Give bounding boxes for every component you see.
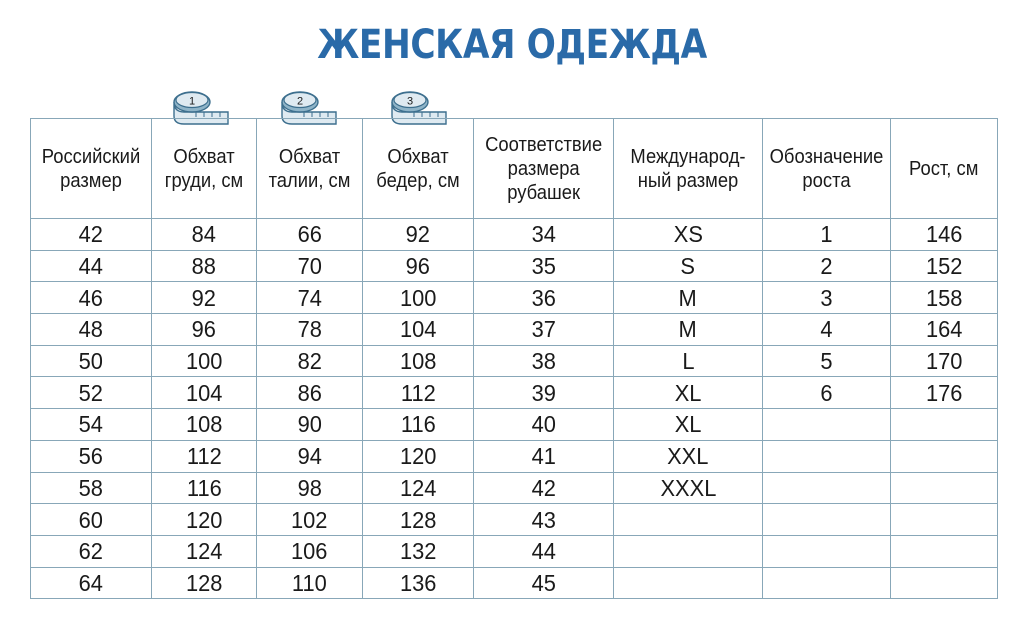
cell-value: 66: [297, 221, 322, 248]
table-cell: [31, 504, 152, 536]
table-cell: [763, 282, 891, 314]
page-title: ЖЕНСКАЯ ОДЕЖДА: [317, 22, 707, 68]
table-cell: [152, 409, 257, 441]
table-cell: [257, 409, 363, 441]
table-cell: [363, 504, 474, 536]
table-cell: [363, 250, 474, 282]
size-table: [30, 118, 998, 599]
table-cell: [363, 314, 474, 346]
table-cell: [614, 377, 763, 409]
cell-value: 5: [820, 348, 833, 375]
cell-value: 120: [185, 506, 223, 533]
cell-value: 58: [78, 474, 104, 501]
cell-value: 100: [185, 348, 223, 375]
cell-value: 158: [925, 284, 963, 311]
table-cell: [152, 535, 257, 567]
cell-value: 56: [78, 443, 104, 470]
cell-value: 94: [297, 443, 322, 470]
table-cell: [763, 535, 891, 567]
cell-value: 106: [291, 538, 328, 565]
table-cell: [763, 314, 891, 346]
table-cell: [363, 409, 474, 441]
table-cell: [763, 219, 891, 251]
table-cell: [891, 472, 998, 504]
cell-value: 152: [925, 253, 963, 280]
cell-value: 45: [531, 569, 556, 596]
cell-value: 64: [78, 569, 104, 596]
cell-value: 84: [191, 221, 217, 248]
table-cell: [614, 472, 763, 504]
table-cell: [31, 567, 152, 599]
cell-value: XL: [674, 379, 702, 406]
column-header: Обхват талии, см: [257, 119, 363, 219]
cell-value: 1: [820, 221, 833, 248]
table-cell: [614, 250, 763, 282]
table-cell: [763, 440, 891, 472]
table-cell: [257, 345, 363, 377]
cell-value: 38: [531, 348, 556, 375]
table-cell: [31, 219, 152, 251]
table-cell: [257, 504, 363, 536]
table-row: [31, 250, 998, 282]
cell-value: XL: [674, 411, 702, 438]
table-cell: [891, 504, 998, 536]
table-cell: [891, 409, 998, 441]
table-cell: [474, 282, 614, 314]
table-cell: [257, 567, 363, 599]
cell-value: 102: [291, 506, 328, 533]
cell-value: 40: [531, 411, 556, 438]
table-cell: [152, 377, 257, 409]
cell-value: 100: [399, 284, 437, 311]
cell-value: 78: [297, 316, 322, 343]
table-cell: [763, 567, 891, 599]
cell-value: 34: [531, 221, 556, 248]
table-cell: [474, 377, 614, 409]
cell-value: 88: [191, 253, 217, 280]
table-cell: [891, 345, 998, 377]
table-cell: [891, 314, 998, 346]
table-cell: [891, 440, 998, 472]
table-cell: [614, 314, 763, 346]
table-row: [31, 314, 998, 346]
cell-value: 4: [820, 316, 833, 343]
cell-value: 70: [297, 253, 322, 280]
table-row: [31, 504, 998, 536]
table-row: [31, 409, 998, 441]
cell-value: 112: [400, 379, 436, 406]
table-cell: [614, 567, 763, 599]
table-cell: [614, 219, 763, 251]
cell-value: 42: [78, 221, 104, 248]
cell-value: 60: [78, 506, 104, 533]
cell-value: 124: [399, 474, 437, 501]
table-cell: [31, 314, 152, 346]
table-cell: [891, 567, 998, 599]
cell-value: 50: [78, 348, 104, 375]
table-cell: [363, 440, 474, 472]
cell-value: 120: [399, 443, 437, 470]
cell-value: 128: [399, 506, 437, 533]
cell-value: 176: [925, 379, 963, 406]
tape-number: 2: [296, 95, 304, 108]
table-cell: [763, 345, 891, 377]
column-header: Обозначение роста: [763, 119, 891, 219]
cell-value: 92: [405, 221, 431, 248]
table-cell: [31, 472, 152, 504]
column-header: Рост, см: [891, 119, 998, 219]
table-cell: [763, 377, 891, 409]
column-header: Обхват бедер, см: [363, 119, 474, 219]
table-cell: [257, 219, 363, 251]
table-cell: [614, 504, 763, 536]
cell-value: M: [678, 284, 698, 311]
table-cell: [152, 440, 257, 472]
cell-value: 35: [531, 253, 556, 280]
cell-value: XXXL: [660, 474, 716, 501]
cell-value: L: [681, 348, 695, 375]
cell-value: 42: [531, 474, 556, 501]
table-cell: [31, 377, 152, 409]
cell-value: 116: [186, 474, 222, 501]
table-cell: [891, 219, 998, 251]
table-cell: [31, 440, 152, 472]
cell-value: 44: [531, 538, 556, 565]
cell-value: 132: [399, 538, 437, 565]
column-header: Обхват груди, см: [152, 119, 257, 219]
cell-value: 164: [925, 316, 963, 343]
table-cell: [257, 472, 363, 504]
table-cell: [891, 282, 998, 314]
cell-value: 6: [820, 379, 833, 406]
column-header: Международ-ный размер: [614, 119, 763, 219]
table-cell: [474, 250, 614, 282]
table-cell: [31, 282, 152, 314]
cell-value: 110: [292, 569, 327, 596]
cell-value: 92: [191, 284, 217, 311]
cell-value: M: [678, 316, 698, 343]
table-cell: [474, 440, 614, 472]
table-cell: [474, 345, 614, 377]
table-row: [31, 472, 998, 504]
table-cell: [474, 504, 614, 536]
table-cell: [474, 567, 614, 599]
table-cell: [257, 250, 363, 282]
cell-value: 39: [531, 379, 556, 406]
table-cell: [31, 535, 152, 567]
table-cell: [31, 345, 152, 377]
cell-value: 146: [925, 221, 963, 248]
table-cell: [891, 377, 998, 409]
tape-number: 3: [406, 95, 414, 108]
table-cell: [363, 282, 474, 314]
table-cell: [363, 567, 474, 599]
table-cell: [474, 314, 614, 346]
table-row: [31, 282, 998, 314]
table-cell: [614, 535, 763, 567]
cell-value: 136: [399, 569, 437, 596]
cell-value: 108: [399, 348, 437, 375]
cell-value: 116: [400, 411, 436, 438]
table-header-row: [31, 119, 998, 219]
table-row: [31, 535, 998, 567]
table-row: [31, 345, 998, 377]
table-cell: [474, 409, 614, 441]
table-cell: [152, 314, 257, 346]
table-cell: [474, 472, 614, 504]
cell-value: 108: [185, 411, 223, 438]
table-cell: [614, 440, 763, 472]
table-cell: [363, 345, 474, 377]
table-cell: [763, 504, 891, 536]
table-cell: [363, 219, 474, 251]
table-cell: [152, 472, 257, 504]
table-cell: [257, 314, 363, 346]
table-cell: [257, 282, 363, 314]
cell-value: 41: [531, 443, 556, 470]
cell-value: 96: [191, 316, 217, 343]
table-cell: [363, 472, 474, 504]
cell-value: 170: [925, 348, 963, 375]
cell-value: 96: [405, 253, 431, 280]
cell-value: 104: [185, 379, 223, 406]
cell-value: 2: [820, 253, 833, 280]
table-cell: [763, 409, 891, 441]
table-cell: [891, 535, 998, 567]
cell-value: 86: [297, 379, 322, 406]
cell-value: 48: [78, 316, 104, 343]
table-cell: [257, 440, 363, 472]
cell-value: 98: [297, 474, 322, 501]
cell-value: 82: [297, 348, 322, 375]
table-cell: [363, 377, 474, 409]
cell-value: 74: [297, 284, 322, 311]
table-row: [31, 567, 998, 599]
table-cell: [891, 250, 998, 282]
cell-value: 124: [185, 538, 223, 565]
table-cell: [152, 504, 257, 536]
cell-value: 90: [297, 411, 322, 438]
table-row: [31, 219, 998, 251]
table-cell: [474, 219, 614, 251]
table-row: [31, 440, 998, 472]
cell-value: 46: [78, 284, 104, 311]
cell-value: 36: [531, 284, 556, 311]
cell-value: 43: [531, 506, 556, 533]
table-cell: [152, 250, 257, 282]
table-cell: [614, 409, 763, 441]
cell-value: 54: [78, 411, 104, 438]
tape-number: 1: [188, 95, 196, 108]
table-cell: [257, 377, 363, 409]
table-row: [31, 377, 998, 409]
table-cell: [614, 282, 763, 314]
cell-value: 128: [185, 569, 223, 596]
cell-value: 62: [78, 538, 104, 565]
table-cell: [257, 535, 363, 567]
cell-value: 104: [399, 316, 437, 343]
cell-value: XXL: [667, 443, 709, 470]
cell-value: 3: [820, 284, 833, 311]
column-header: Соответствие размера рубашек: [474, 119, 614, 219]
table-cell: [614, 345, 763, 377]
table-cell: [152, 567, 257, 599]
table-cell: [763, 250, 891, 282]
table-cell: [474, 535, 614, 567]
table-cell: [152, 345, 257, 377]
table-cell: [763, 472, 891, 504]
table-cell: [152, 219, 257, 251]
cell-value: 52: [78, 379, 104, 406]
cell-value: 37: [531, 316, 556, 343]
table-cell: [31, 250, 152, 282]
table-cell: [152, 282, 257, 314]
cell-value: XS: [673, 221, 703, 248]
cell-value: 44: [78, 253, 104, 280]
cell-value: 112: [186, 443, 222, 470]
table-cell: [31, 409, 152, 441]
column-header: Российский размер: [31, 119, 152, 219]
table-cell: [363, 535, 474, 567]
cell-value: S: [680, 253, 696, 280]
table-body: [31, 219, 998, 599]
